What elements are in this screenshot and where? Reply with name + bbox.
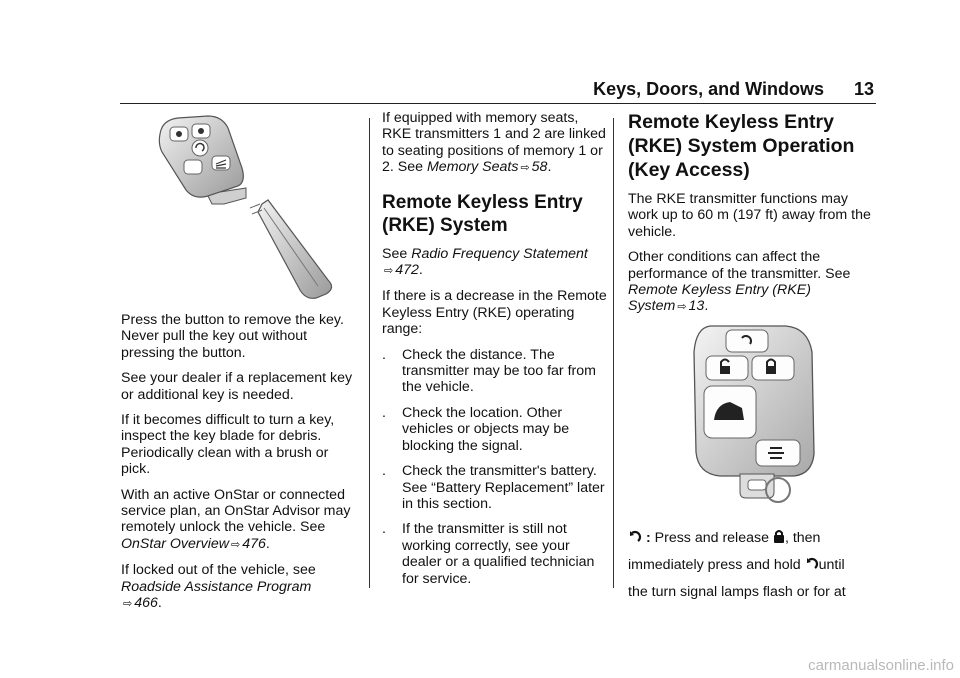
page-number: 13 <box>853 79 874 99</box>
paragraph: See your dealer if a replacement key or additional key is needed. <box>121 370 353 403</box>
cross-reference-link[interactable]: OnStar Overview <box>121 535 230 552</box>
remote-start-icon <box>628 528 642 553</box>
column-1 <box>121 312 361 622</box>
bullet-item <box>382 463 610 512</box>
page-arrow-icon: ⇨ <box>384 265 394 278</box>
instruction-line: the turn signal lamps flash or for at <box>628 584 846 600</box>
bullet-text: If the transmitter is still not working correctly, see your dealer or a qualified technician for service. <box>402 521 595 587</box>
instruction-line <box>628 553 888 580</box>
text: See <box>382 245 408 262</box>
paragraph: See Radio Frequency Statement ⇨ 472. <box>382 245 588 279</box>
text: until <box>818 557 845 573</box>
paragraph: If it becomes difficult to turn a key, inspect the key blade for debris. Periodically clean with a brush or pick. <box>121 412 335 478</box>
page-reference[interactable]: 472 <box>395 262 419 279</box>
page-arrow-icon: ⇨ <box>231 538 241 551</box>
bullet-text: Check the location. Other vehicles or objects may be blocking the signal. <box>402 404 570 454</box>
cross-reference-link[interactable]: Radio Frequency Statement <box>411 245 588 262</box>
bullet-marker: . <box>382 404 386 421</box>
section-heading: Remote Keyless Entry (RKE) System <box>382 191 583 236</box>
bullet-marker: . <box>382 346 386 363</box>
key-fob-blade-illustration <box>150 112 350 304</box>
remote-start-instruction <box>628 526 888 605</box>
page-reference[interactable]: 466 <box>134 595 158 612</box>
text: Other conditions can affect the performance of the transmitter. See <box>628 249 851 282</box>
paragraph: Other conditions can affect the performance of the transmitter. See Remote Keyless Entry (RKE) System ⇨ 13. <box>628 249 851 315</box>
cross-reference-link[interactable]: Memory Seats <box>426 159 519 176</box>
page-arrow-icon: ⇨ <box>520 162 530 175</box>
column-2 <box>382 110 610 596</box>
paragraph: With an active OnStar or connected service plan, an OnStar Advisor may remotely unlock the vehicle. See OnStar Overview ⇨ 476. <box>121 486 351 552</box>
paragraph: If equipped with memory seats, RKE transmitters 1 and 2 are linked to seating positions of memory 1 or 2. See Memory Seats ⇨ 58. <box>382 110 606 176</box>
page-arrow-icon: ⇨ <box>123 598 133 611</box>
section-title: Keys, Doors, and Windows <box>593 79 824 99</box>
column-divider <box>369 118 370 588</box>
remote-transmitter-illustration <box>690 322 830 504</box>
lock-icon <box>773 528 785 553</box>
text: If locked out of the vehicle, see <box>121 562 316 579</box>
page-arrow-icon: ⇨ <box>677 301 687 314</box>
page-reference[interactable]: 58 <box>531 159 548 176</box>
bullet-item <box>382 521 610 587</box>
bullet-text: Check the transmitter's battery. See “Battery Replacement” later in this section. <box>402 463 605 512</box>
column-divider <box>613 118 614 588</box>
bullet-item <box>382 405 610 454</box>
text: Press and release <box>654 530 769 546</box>
page-header <box>0 79 874 105</box>
column-3 <box>628 110 878 325</box>
watermark: carmanualsonline.info <box>808 657 954 674</box>
bullet-text: Check the distance. The transmitter may be too far from the vehicle. <box>402 346 596 396</box>
cross-reference-link[interactable]: Remote Keyless Entry (RKE) System <box>628 282 811 315</box>
cross-reference-link[interactable]: Roadside Assistance Program <box>121 578 312 595</box>
text: If equipped with memory seats, RKE transmitters 1 and 2 are linked to seating positions of memory 1 or 2. See <box>382 110 606 176</box>
remote-start-icon <box>805 555 819 580</box>
instruction-line: : Press and release , then <box>628 526 888 553</box>
paragraph: Press the button to remove the key. Never pull the key out without pressing the button. <box>121 312 344 361</box>
bullet-item <box>382 347 610 396</box>
text: With an active OnStar or connected service plan, an OnStar Advisor may remotely unlock the vehicle. See <box>121 486 351 536</box>
text: immediately press and hold <box>628 557 801 573</box>
text: , then <box>784 530 821 546</box>
page-reference[interactable]: 13 <box>688 298 705 315</box>
page-reference[interactable]: 476 <box>242 535 266 552</box>
paragraph: The RKE transmitter functions may work up to 60 m (197 ft) away from the vehicle. <box>628 191 871 240</box>
bullet-marker: . <box>382 463 386 480</box>
header-rule <box>120 103 876 104</box>
bullet-marker: . <box>382 521 386 538</box>
paragraph: If locked out of the vehicle, see Roadside Assistance Program ⇨ 466. <box>121 562 316 612</box>
section-heading: Remote Keyless Entry (RKE) System Operation (Key Access) <box>628 111 855 181</box>
paragraph: If there is a decrease in the Remote Keyless Entry (RKE) operating range: <box>382 288 607 338</box>
